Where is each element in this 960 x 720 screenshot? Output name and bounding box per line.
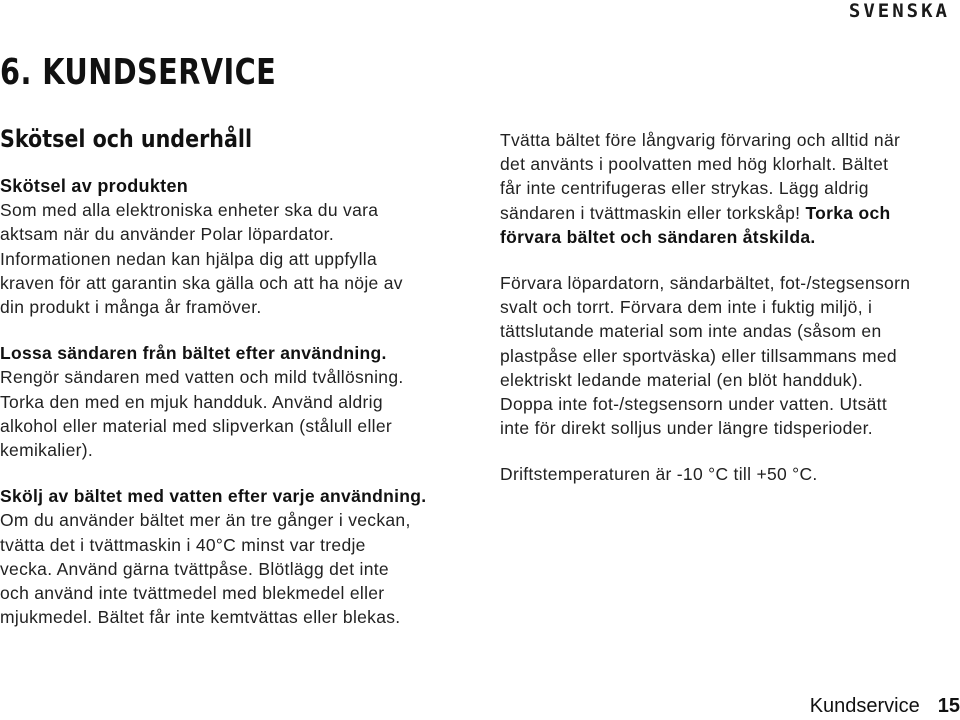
rinse-line: tvätta det i tvättmaskin i 40°C minst var tredje — [0, 534, 366, 555]
product-care-line: Informationen nedan kan hjälpa dig att uppfylla — [0, 248, 377, 269]
temperature-line: Driftstemperaturen är -10 °C till +50 °C. — [500, 464, 818, 485]
storage-line: tättslutande material som inte andas (såsom en — [500, 321, 882, 342]
chapter-title: 6. KUNDSERVICE — [0, 52, 277, 93]
storage-line: plastpåse eller sportväska) eller tillsammans med — [500, 345, 897, 366]
paragraph-gap — [500, 249, 955, 271]
product-care-line: kraven för att garantin ska gälla och att ha nöje av — [0, 272, 403, 293]
detach-heading: Lossa sändaren från bältet efter användning. — [0, 343, 387, 364]
wash-line: får inte centrifugeras eller strykas. Lägg aldrig — [500, 178, 869, 199]
rinse-heading: Skölj av bältet med vatten efter varje användning. — [0, 486, 427, 507]
wash-line — [500, 201, 955, 225]
wash-line-bold: förvara bältet och sändaren åtskilda. — [500, 226, 816, 247]
wash-line-text: sändaren i tvättmaskin eller torkskåp! — [500, 202, 801, 223]
rinse-line: vecka. Använd gärna tvättpåse. Blötlägg det inte — [0, 558, 389, 579]
storage-line: elektriskt ledande material (en blöt handduk). — [500, 369, 864, 390]
language-label: SVENSKA — [848, 0, 950, 22]
rinse-line: och använd inte tvättmedel med blekmedel eller — [0, 583, 385, 604]
page-number: 15 — [937, 695, 960, 717]
wash-line-bold: Torka och — [805, 202, 891, 223]
section-title: Skötsel och underhåll — [0, 125, 253, 153]
detach-line: Torka den med en mjuk handduk. Använd aldrig — [0, 391, 383, 412]
product-care-line: din produkt i många år framöver. — [0, 297, 262, 318]
rinse-line: Om du använder bältet mer än tre gånger i veckan, — [0, 510, 411, 531]
product-care-heading: Skötsel av produkten — [0, 176, 189, 196]
product-care-line: aktsam när du använder Polar löpardator. — [0, 224, 334, 245]
detach-line: alkohol eller material med slipverkan (stålull eller — [0, 415, 393, 436]
rinse-line: mjukmedel. Bältet får inte kemtvättas eller blekas. — [0, 607, 401, 628]
storage-line: Förvara löpardatorn, sändarbältet, fot-/stegsensorn — [500, 273, 911, 294]
product-care-line: Som med alla elektroniska enheter ska du vara — [0, 200, 379, 221]
detach-line: kemikalier). — [0, 440, 94, 461]
left-column — [0, 174, 470, 629]
footer-section-name: Kundservice — [809, 695, 920, 717]
storage-line: svalt och torrt. Förvara dem inte i fuktig miljö, i — [500, 297, 873, 318]
page-footer — [810, 695, 960, 718]
paragraph-gap — [500, 440, 955, 462]
detach-line: Rengör sändaren med vatten och mild tvållösning. — [0, 367, 404, 388]
wash-line: Tvätta bältet före långvarig förvaring och alltid när — [500, 130, 901, 150]
wash-line: det använts i poolvatten med hög klorhalt. Bältet — [500, 154, 889, 175]
right-column — [500, 128, 955, 487]
storage-line: Doppa inte fot-/stegsensorn under vatten. Utsätt — [500, 394, 887, 415]
paragraph-gap — [0, 319, 470, 341]
paragraph-gap — [0, 462, 470, 484]
storage-line: inte för direkt solljus under längre tidsperioder. — [500, 418, 873, 439]
